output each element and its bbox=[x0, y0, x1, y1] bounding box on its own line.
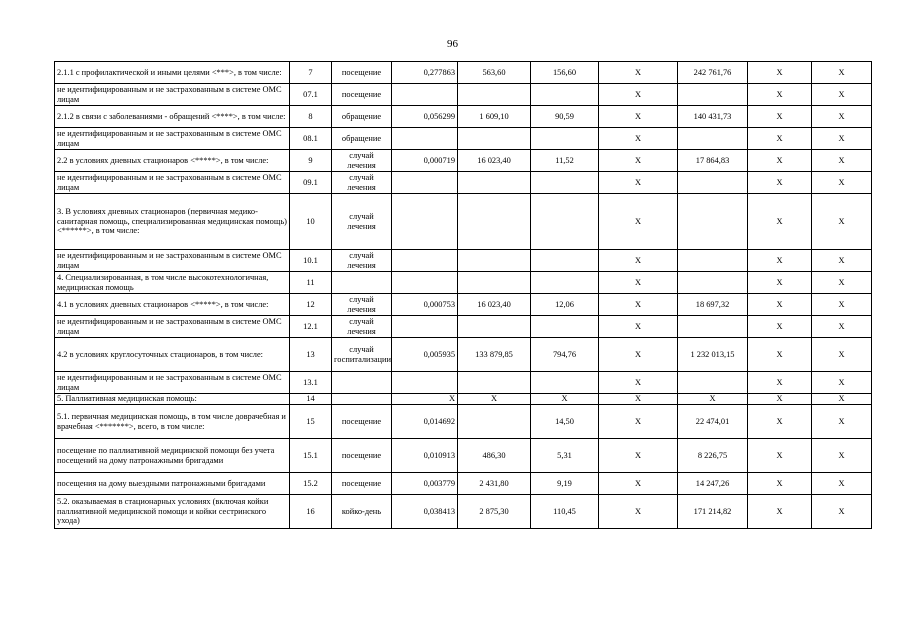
unit-cell: случай лечения bbox=[332, 172, 392, 194]
column-7-cell: Х bbox=[599, 150, 678, 172]
per-capita-cell: Х bbox=[531, 394, 599, 405]
volume-norm-cell bbox=[392, 172, 458, 194]
unit-cost-cell bbox=[458, 272, 531, 294]
per-capita-cell bbox=[531, 316, 599, 338]
unit-cell: случай лечения bbox=[332, 316, 392, 338]
column-10-cell: Х bbox=[812, 272, 872, 294]
volume-norm-cell bbox=[392, 84, 458, 106]
column-10-cell: Х bbox=[812, 128, 872, 150]
row-name-cell: не идентифицированным и не застрахованным в системе ОМС лицам bbox=[55, 316, 290, 338]
unit-cost-cell: 1 609,10 bbox=[458, 106, 531, 128]
row-name-cell: 4. Специализированная, в том числе высокотехнологичная, медицинская помощь bbox=[55, 272, 290, 294]
column-7-cell: Х bbox=[599, 106, 678, 128]
table-row bbox=[55, 473, 872, 495]
column-7-cell: Х bbox=[599, 272, 678, 294]
row-name-cell: 5.1. первичная медицинская помощь, в том числе доврачебная и врачебная <*******>, всего, в том числе: bbox=[55, 405, 290, 439]
column-8-cell bbox=[678, 194, 748, 250]
column-7-cell: Х bbox=[599, 372, 678, 394]
column-8-cell: 14 247,26 bbox=[678, 473, 748, 495]
column-8-cell: 18 697,32 bbox=[678, 294, 748, 316]
column-10-cell: Х bbox=[812, 62, 872, 84]
unit-cell: обращение bbox=[332, 106, 392, 128]
table-row bbox=[55, 372, 872, 394]
per-capita-cell: 156,60 bbox=[531, 62, 599, 84]
per-capita-cell bbox=[531, 84, 599, 106]
unit-cost-cell bbox=[458, 250, 531, 272]
per-capita-cell bbox=[531, 250, 599, 272]
column-7-cell: Х bbox=[599, 495, 678, 529]
row-name-cell: 5.2. оказываемая в стационарных условиях (включая койки паллиативной медицинской помощи и койки сестринского ухода) bbox=[55, 495, 290, 529]
row-name-cell: посещения на дому выездными патронажными бригадами bbox=[55, 473, 290, 495]
line-number-cell: 14 bbox=[290, 394, 332, 405]
table-row bbox=[55, 62, 872, 84]
column-9-cell: Х bbox=[748, 62, 812, 84]
column-9-cell: Х bbox=[748, 194, 812, 250]
table-row bbox=[55, 439, 872, 473]
column-7-cell: Х bbox=[599, 405, 678, 439]
unit-cost-cell: 2 875,30 bbox=[458, 495, 531, 529]
line-number-cell: 08.1 bbox=[290, 128, 332, 150]
column-8-cell: 140 431,73 bbox=[678, 106, 748, 128]
column-10-cell: Х bbox=[812, 84, 872, 106]
table-row bbox=[55, 194, 872, 250]
column-9-cell: Х bbox=[748, 172, 812, 194]
column-10-cell: Х bbox=[812, 150, 872, 172]
column-7-cell: Х bbox=[599, 394, 678, 405]
unit-cell: посещение bbox=[332, 405, 392, 439]
line-number-cell: 8 bbox=[290, 106, 332, 128]
table-row bbox=[55, 106, 872, 128]
per-capita-cell: 110,45 bbox=[531, 495, 599, 529]
column-7-cell: Х bbox=[599, 84, 678, 106]
column-10-cell: Х bbox=[812, 495, 872, 529]
unit-cell: случай госпитализации bbox=[332, 338, 392, 372]
row-name-cell: не идентифицированным и не застрахованным в системе ОМС лицам bbox=[55, 172, 290, 194]
column-10-cell: Х bbox=[812, 439, 872, 473]
unit-cost-cell: Х bbox=[458, 394, 531, 405]
volume-norm-cell bbox=[392, 128, 458, 150]
unit-cell: обращение bbox=[332, 128, 392, 150]
per-capita-cell: 90,59 bbox=[531, 106, 599, 128]
unit-cost-cell bbox=[458, 128, 531, 150]
column-10-cell: Х bbox=[812, 194, 872, 250]
unit-cell: посещение bbox=[332, 84, 392, 106]
column-8-cell: Х bbox=[678, 394, 748, 405]
column-8-cell bbox=[678, 372, 748, 394]
column-7-cell: Х bbox=[599, 473, 678, 495]
column-10-cell: Х bbox=[812, 338, 872, 372]
line-number-cell: 10 bbox=[290, 194, 332, 250]
column-9-cell: Х bbox=[748, 128, 812, 150]
unit-cell: случай лечения bbox=[332, 250, 392, 272]
column-10-cell: Х bbox=[812, 106, 872, 128]
volume-norm-cell: 0,056299 bbox=[392, 106, 458, 128]
per-capita-cell: 14,50 bbox=[531, 405, 599, 439]
volume-norm-cell bbox=[392, 316, 458, 338]
volume-norm-cell: 0,003779 bbox=[392, 473, 458, 495]
unit-cell: посещение bbox=[332, 473, 392, 495]
column-9-cell: Х bbox=[748, 316, 812, 338]
column-9-cell: Х bbox=[748, 439, 812, 473]
volume-norm-cell: 0,010913 bbox=[392, 439, 458, 473]
row-name-cell: 4.2 в условиях круглосуточных стационаров, в том числе: bbox=[55, 338, 290, 372]
unit-cost-cell bbox=[458, 372, 531, 394]
line-number-cell: 15 bbox=[290, 405, 332, 439]
line-number-cell: 15.1 bbox=[290, 439, 332, 473]
row-name-cell: не идентифицированным и не застрахованным в системе ОМС лицам bbox=[55, 128, 290, 150]
unit-cell: посещение bbox=[332, 62, 392, 84]
column-9-cell: Х bbox=[748, 473, 812, 495]
volume-norm-cell: Х bbox=[392, 394, 458, 405]
unit-cost-cell: 16 023,40 bbox=[458, 150, 531, 172]
table-row bbox=[55, 250, 872, 272]
table-row bbox=[55, 294, 872, 316]
unit-cell bbox=[332, 272, 392, 294]
unit-cost-cell bbox=[458, 84, 531, 106]
per-capita-cell bbox=[531, 372, 599, 394]
column-7-cell: Х bbox=[599, 338, 678, 372]
volume-norm-cell bbox=[392, 194, 458, 250]
column-9-cell: Х bbox=[748, 150, 812, 172]
column-9-cell: Х bbox=[748, 372, 812, 394]
column-9-cell: Х bbox=[748, 405, 812, 439]
per-capita-cell: 9,19 bbox=[531, 473, 599, 495]
column-9-cell: Х bbox=[748, 495, 812, 529]
unit-cost-cell: 563,60 bbox=[458, 62, 531, 84]
column-8-cell: 1 232 013,15 bbox=[678, 338, 748, 372]
column-7-cell: Х bbox=[599, 172, 678, 194]
column-9-cell: Х bbox=[748, 250, 812, 272]
line-number-cell: 11 bbox=[290, 272, 332, 294]
unit-cost-cell bbox=[458, 172, 531, 194]
line-number-cell: 07.1 bbox=[290, 84, 332, 106]
row-name-cell: не идентифицированным и не застрахованным в системе ОМС лицам bbox=[55, 250, 290, 272]
per-capita-cell bbox=[531, 172, 599, 194]
column-9-cell: Х bbox=[748, 338, 812, 372]
per-capita-cell bbox=[531, 272, 599, 294]
volume-norm-cell bbox=[392, 250, 458, 272]
volume-norm-cell bbox=[392, 372, 458, 394]
table-row bbox=[55, 172, 872, 194]
row-name-cell: 2.1.2 в связи с заболеваниями - обращений <****>, в том числе: bbox=[55, 106, 290, 128]
healthcare-norms-table bbox=[54, 61, 872, 529]
column-8-cell bbox=[678, 128, 748, 150]
volume-norm-cell: 0,000719 bbox=[392, 150, 458, 172]
line-number-cell: 15.2 bbox=[290, 473, 332, 495]
column-8-cell bbox=[678, 172, 748, 194]
volume-norm-cell: 0,038413 bbox=[392, 495, 458, 529]
column-8-cell bbox=[678, 250, 748, 272]
unit-cost-cell: 133 879,85 bbox=[458, 338, 531, 372]
per-capita-cell: 12,06 bbox=[531, 294, 599, 316]
line-number-cell: 7 bbox=[290, 62, 332, 84]
column-10-cell: Х bbox=[812, 394, 872, 405]
line-number-cell: 09.1 bbox=[290, 172, 332, 194]
column-10-cell: Х bbox=[812, 372, 872, 394]
line-number-cell: 13.1 bbox=[290, 372, 332, 394]
column-7-cell: Х bbox=[599, 439, 678, 473]
column-8-cell: 171 214,82 bbox=[678, 495, 748, 529]
page-number: 96 bbox=[447, 38, 458, 50]
table-row bbox=[55, 338, 872, 372]
line-number-cell: 9 bbox=[290, 150, 332, 172]
column-9-cell: Х bbox=[748, 106, 812, 128]
line-number-cell: 13 bbox=[290, 338, 332, 372]
column-7-cell: Х bbox=[599, 62, 678, 84]
line-number-cell: 12 bbox=[290, 294, 332, 316]
per-capita-cell bbox=[531, 128, 599, 150]
unit-cell bbox=[332, 394, 392, 405]
table-row bbox=[55, 405, 872, 439]
unit-cost-cell bbox=[458, 316, 531, 338]
line-number-cell: 12.1 bbox=[290, 316, 332, 338]
column-9-cell: Х bbox=[748, 272, 812, 294]
column-8-cell: 242 761,76 bbox=[678, 62, 748, 84]
column-10-cell: Х bbox=[812, 250, 872, 272]
unit-cost-cell bbox=[458, 405, 531, 439]
column-8-cell: 17 864,83 bbox=[678, 150, 748, 172]
column-10-cell: Х bbox=[812, 294, 872, 316]
column-7-cell: Х bbox=[599, 194, 678, 250]
line-number-cell: 10.1 bbox=[290, 250, 332, 272]
column-7-cell: Х bbox=[599, 316, 678, 338]
table-row bbox=[55, 128, 872, 150]
column-7-cell: Х bbox=[599, 250, 678, 272]
column-7-cell: Х bbox=[599, 128, 678, 150]
table-row bbox=[55, 394, 872, 405]
unit-cost-cell: 2 431,80 bbox=[458, 473, 531, 495]
table-row bbox=[55, 84, 872, 106]
table-row bbox=[55, 272, 872, 294]
unit-cost-cell bbox=[458, 194, 531, 250]
column-8-cell bbox=[678, 272, 748, 294]
table-row bbox=[55, 150, 872, 172]
row-name-cell: 4.1 в условиях дневных стационаров <*****>, в том числе: bbox=[55, 294, 290, 316]
unit-cell: случай лечения bbox=[332, 294, 392, 316]
per-capita-cell bbox=[531, 194, 599, 250]
unit-cost-cell: 486,30 bbox=[458, 439, 531, 473]
line-number-cell: 16 bbox=[290, 495, 332, 529]
column-7-cell: Х bbox=[599, 294, 678, 316]
column-9-cell: Х bbox=[748, 84, 812, 106]
row-name-cell: посещение по паллиативной медицинской помощи без учета посещений на дому патронажными бригадами bbox=[55, 439, 290, 473]
column-9-cell: Х bbox=[748, 394, 812, 405]
table-row bbox=[55, 316, 872, 338]
unit-cell: койко-день bbox=[332, 495, 392, 529]
volume-norm-cell: 0,277863 bbox=[392, 62, 458, 84]
row-name-cell: не идентифицированным и не застрахованным в системе ОМС лицам bbox=[55, 372, 290, 394]
row-name-cell: 2.2 в условиях дневных стационаров <*****>, в том числе: bbox=[55, 150, 290, 172]
row-name-cell: 5. Паллиативная медицинская помощь: bbox=[55, 394, 290, 405]
unit-cell: случай лечения bbox=[332, 150, 392, 172]
column-10-cell: Х bbox=[812, 473, 872, 495]
volume-norm-cell: 0,005935 bbox=[392, 338, 458, 372]
row-name-cell: 2.1.1 с профилактической и иными целями <***>, в том числе: bbox=[55, 62, 290, 84]
column-8-cell: 22 474,01 bbox=[678, 405, 748, 439]
volume-norm-cell: 0,014692 bbox=[392, 405, 458, 439]
column-8-cell: 8 226,75 bbox=[678, 439, 748, 473]
column-10-cell: Х bbox=[812, 405, 872, 439]
column-10-cell: Х bbox=[812, 316, 872, 338]
unit-cell: посещение bbox=[332, 439, 392, 473]
per-capita-cell: 794,76 bbox=[531, 338, 599, 372]
row-name-cell: 3. В условиях дневных стационаров (первичная медико-санитарная помощь, специализированная медицинская помощь) <******>, в том числе: bbox=[55, 194, 290, 250]
column-10-cell: Х bbox=[812, 172, 872, 194]
column-9-cell: Х bbox=[748, 294, 812, 316]
unit-cell: случай лечения bbox=[332, 194, 392, 250]
column-8-cell bbox=[678, 84, 748, 106]
unit-cost-cell: 16 023,40 bbox=[458, 294, 531, 316]
volume-norm-cell: 0,000753 bbox=[392, 294, 458, 316]
volume-norm-cell bbox=[392, 272, 458, 294]
per-capita-cell: 5,31 bbox=[531, 439, 599, 473]
unit-cell bbox=[332, 372, 392, 394]
column-8-cell bbox=[678, 316, 748, 338]
row-name-cell: не идентифицированным и не застрахованным в системе ОМС лицам bbox=[55, 84, 290, 106]
per-capita-cell: 11,52 bbox=[531, 150, 599, 172]
table-row bbox=[55, 495, 872, 529]
